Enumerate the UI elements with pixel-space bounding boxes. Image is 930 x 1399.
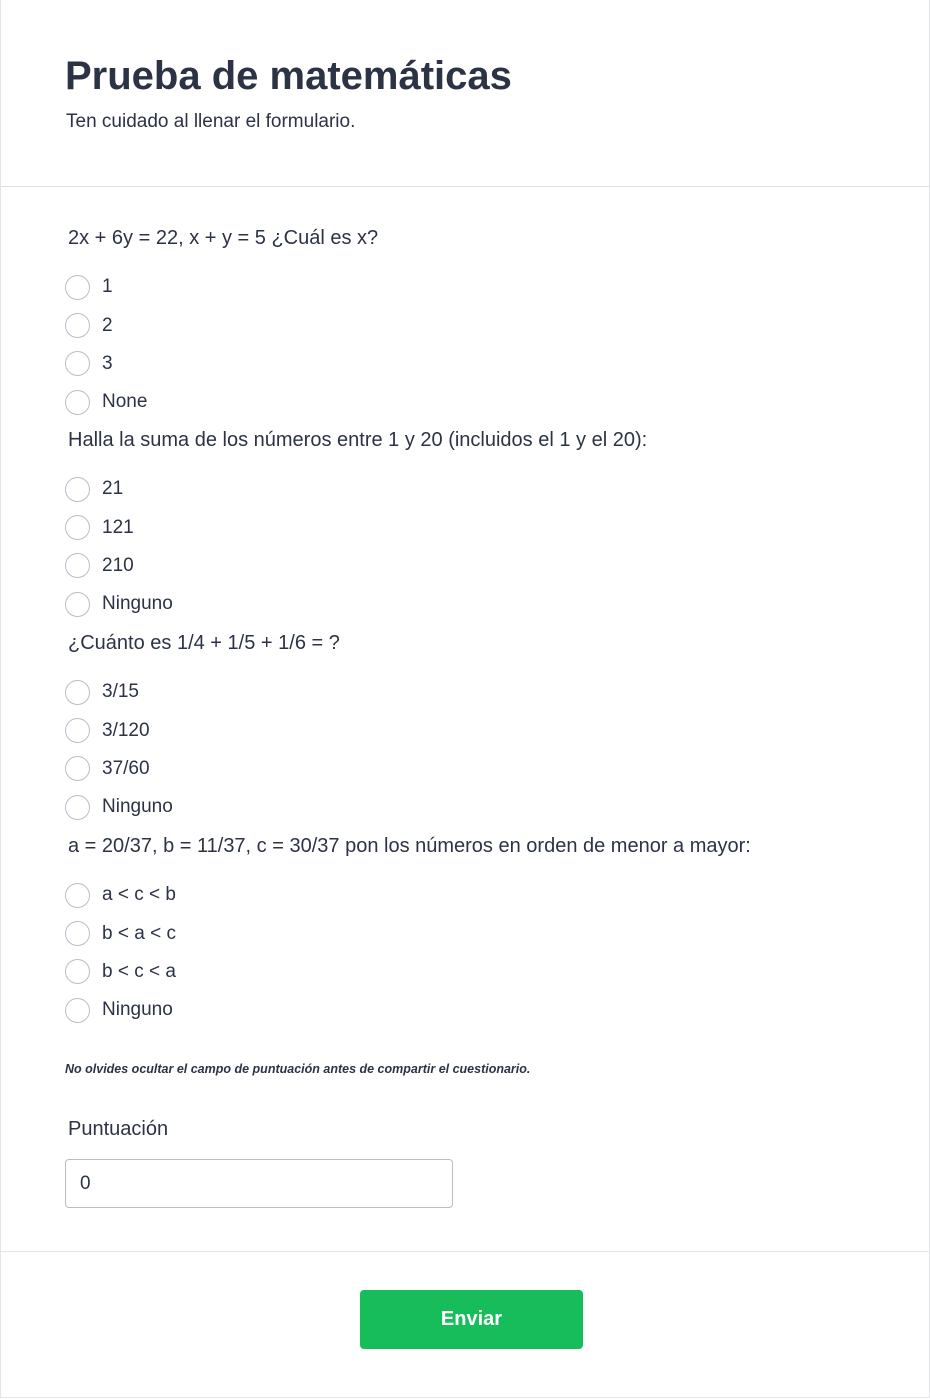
question-3-options xyxy=(65,673,340,827)
question-2-options xyxy=(65,470,647,624)
question-1 xyxy=(65,226,378,422)
question-4 xyxy=(65,834,751,1030)
option-label: Ninguno xyxy=(102,999,173,1021)
question-3-option-1[interactable] xyxy=(65,673,340,711)
option-label: 21 xyxy=(102,478,124,500)
question-1-option-2[interactable] xyxy=(65,306,378,344)
question-1-option-3[interactable] xyxy=(65,345,378,383)
question-2-option-2[interactable] xyxy=(65,508,647,546)
radio-button[interactable] xyxy=(65,390,90,415)
question-1-option-1[interactable] xyxy=(65,268,378,306)
option-label: 2 xyxy=(102,314,113,336)
question-4-option-4[interactable] xyxy=(65,991,751,1029)
score-input[interactable] xyxy=(65,1159,453,1208)
question-2-label: Halla la suma de los números entre 1 y 20 (incluidos el 1 y el 20): xyxy=(68,429,648,451)
option-label: b < c < a xyxy=(102,960,176,982)
question-4-label: a = 20/37, b = 11/37, c = 30/37 pon los números en orden de menor a mayor: xyxy=(68,835,751,857)
question-4-option-2[interactable] xyxy=(65,914,751,952)
page-subtitle: Ten cuidado al llenar el formulario. xyxy=(66,111,356,132)
question-4-option-1[interactable] xyxy=(65,876,751,914)
question-2-option-1[interactable] xyxy=(65,470,647,508)
question-2-option-4[interactable] xyxy=(65,585,647,623)
radio-button[interactable] xyxy=(65,313,90,338)
radio-button[interactable] xyxy=(65,959,90,984)
radio-button[interactable] xyxy=(65,795,90,820)
question-3-option-2[interactable] xyxy=(65,711,340,749)
radio-button[interactable] xyxy=(65,756,90,781)
option-label: 37/60 xyxy=(102,757,150,779)
question-3-option-4[interactable] xyxy=(65,788,340,826)
radio-button[interactable] xyxy=(65,477,90,502)
radio-button[interactable] xyxy=(65,718,90,743)
question-3-option-3[interactable] xyxy=(65,750,340,788)
radio-button[interactable] xyxy=(65,553,90,578)
option-label: Ninguno xyxy=(102,593,173,615)
option-label: None xyxy=(102,391,148,413)
option-label: Ninguno xyxy=(102,796,173,818)
option-label: a < c < b xyxy=(102,884,176,906)
option-label: 3/15 xyxy=(102,681,139,703)
question-3-label: ¿Cuánto es 1/4 + 1/5 + 1/6 = ? xyxy=(68,632,340,654)
question-2 xyxy=(65,428,647,624)
form-footer xyxy=(1,1251,929,1398)
radio-button[interactable] xyxy=(65,275,90,300)
page-title: Prueba de matemáticas xyxy=(65,54,512,98)
radio-button[interactable] xyxy=(65,592,90,617)
question-4-options xyxy=(65,876,751,1030)
option-label: 1 xyxy=(102,276,113,298)
option-label: 210 xyxy=(102,554,134,576)
score-hint-note: No olvides ocultar el campo de puntuación antes de compartir el cuestionario. xyxy=(65,1062,531,1076)
form-header xyxy=(1,0,929,187)
score-label: Puntuación xyxy=(68,1118,169,1140)
option-label: b < a < c xyxy=(102,922,176,944)
option-label: 121 xyxy=(102,516,134,538)
question-1-option-4[interactable] xyxy=(65,383,378,421)
radio-button[interactable] xyxy=(65,680,90,705)
radio-button[interactable] xyxy=(65,351,90,376)
submit-button[interactable]: Enviar xyxy=(360,1290,583,1349)
option-label: 3/120 xyxy=(102,719,150,741)
radio-button[interactable] xyxy=(65,883,90,908)
question-4-option-3[interactable] xyxy=(65,953,751,991)
option-label: 3 xyxy=(102,352,113,374)
question-1-label: 2x + 6y = 22, x + y = 5 ¿Cuál es x? xyxy=(68,227,379,249)
question-2-option-3[interactable] xyxy=(65,547,647,585)
radio-button[interactable] xyxy=(65,515,90,540)
radio-button[interactable] xyxy=(65,998,90,1023)
question-3 xyxy=(65,631,340,827)
radio-button[interactable] xyxy=(65,921,90,946)
question-1-options xyxy=(65,268,378,422)
